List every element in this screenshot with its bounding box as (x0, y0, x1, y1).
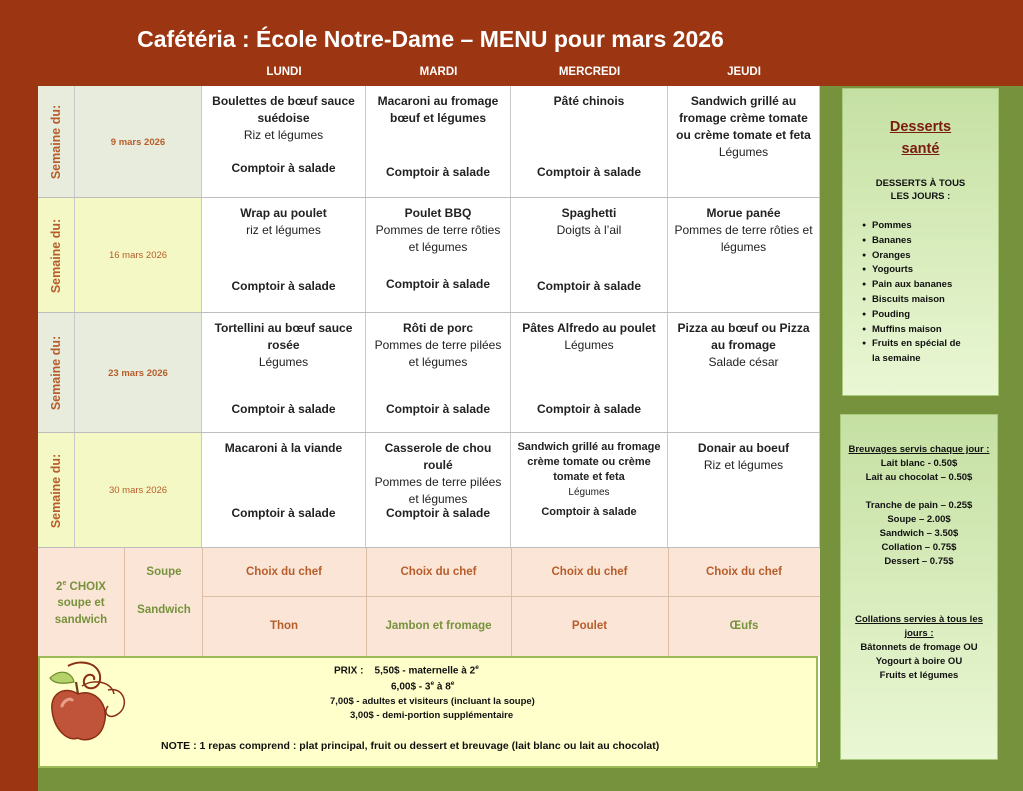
desserts-sub-2: LES JOURS : (890, 191, 951, 202)
drink-item: Lait au chocolat – 0.50$ (865, 472, 973, 483)
dish-side: Pommes de terre pilées et légumes (374, 338, 502, 369)
soup-choice: Choix du chef (551, 566, 628, 578)
snack-item: Bâtonnets de fromage OU (860, 642, 978, 653)
sandwich-choice: Œufs (729, 620, 759, 632)
week-date: 23 mars 2026 (75, 313, 202, 433)
dish-title: Poulet BBQ (404, 206, 472, 220)
soup-label: Soupe (146, 566, 182, 578)
salad-bar: Comptoir à salade (536, 402, 642, 416)
price-line-1: PRIX : 5,50$ - maternelle à 2e (334, 664, 479, 677)
menu-cell (511, 198, 668, 313)
sandwich-choice: Thon (269, 620, 299, 632)
dish-side: riz et légumes (246, 223, 321, 237)
snack-item: Yogourt à boire OU (875, 656, 963, 667)
week-date: 9 mars 2026 (75, 86, 202, 198)
dish-title: Spaghetti (561, 206, 617, 220)
menu-cell (366, 313, 511, 433)
desserts-panel (842, 88, 999, 396)
second-choice-label: 2e CHOIX soupe et sandwich (38, 548, 125, 656)
dish-side: Légumes (258, 355, 309, 369)
page-title: Cafétéria : École Notre-Dame – MENU pour mars 2026 (137, 26, 724, 52)
menu-cell (366, 86, 511, 198)
dessert-item: ● Biscuits maison (862, 293, 970, 308)
salad-bar: Comptoir à salade (231, 161, 336, 175)
dessert-item: ● Pain aux bananes (862, 278, 970, 293)
dish-title: Macaroni à la viande (224, 441, 343, 455)
snacks-title-2: jours : (904, 628, 934, 639)
dessert-item: ● Bananes (862, 234, 970, 249)
choice-column-divider (511, 548, 512, 656)
dish-side: Salade césar (708, 355, 779, 369)
dessert-item: ● Muffins maison (862, 323, 970, 338)
day-header-monday: LUNDI (266, 66, 302, 78)
drinks-panel (840, 414, 998, 760)
choice-column-divider (366, 548, 367, 656)
snacks-title-1: Collations servies à tous les (855, 614, 983, 625)
menu-cell (668, 198, 820, 313)
sandwich-choice: Poulet (571, 620, 608, 632)
desserts-list (862, 219, 970, 367)
menu-cell (202, 433, 366, 548)
dish-title: Donair au boeuf (697, 441, 790, 455)
dish-title: Boulettes de bœuf sauce suédoise (212, 94, 355, 125)
salad-bar: Comptoir à salade (536, 279, 642, 293)
menu-cell (202, 86, 366, 198)
dish-title: Pâté chinois (553, 94, 625, 108)
dish-title: Rôti de porc (402, 321, 473, 335)
salad-bar: Comptoir à salade (536, 165, 642, 179)
dessert-item: ● Oranges (862, 249, 970, 264)
dish-side: Légumes (564, 338, 614, 352)
dish-side: Pommes de terre rôties et légumes (674, 223, 813, 254)
dish-side: Pommes de terre rôties et légumes (375, 223, 501, 254)
salad-bar: Comptoir à salade (231, 279, 336, 293)
dessert-item: ● Yogourts (862, 263, 970, 278)
dessert-item: ● Pommes (862, 219, 970, 234)
dessert-item: ● Pouding (862, 308, 970, 323)
dish-side: Légumes (718, 145, 769, 159)
menu-cell (366, 433, 511, 548)
menu-cell (511, 313, 668, 433)
snack-item: Fruits et légumes (879, 670, 959, 681)
dish-title: Sandwich grillé au fromage crème tomate ou crème tomate et feta (676, 94, 811, 142)
extra-item: Sandwich – 3.50$ (879, 528, 959, 539)
price-line-2: 6,00$ - 3e à 8e (391, 680, 455, 693)
dish-title: Casserole de chou roulé (384, 441, 492, 472)
salad-bar: Comptoir à salade (231, 402, 336, 416)
desserts-title-2: santé (901, 141, 940, 157)
week-label-text: Semaine du: (49, 335, 64, 411)
right-band (820, 0, 1023, 86)
salad-bar: Comptoir à salade (541, 506, 637, 518)
dish-title: Pizza au bœuf ou Pizza au fromage (677, 321, 810, 352)
choice-column-divider (202, 548, 203, 656)
drinks-title: Breuvages servis chaque jour : (848, 444, 990, 455)
dessert-item: ● Fruits en spécial de la semaine (862, 337, 970, 367)
week-label (38, 313, 75, 433)
dish-side: Riz et légumes (243, 128, 324, 142)
menu-cell (366, 198, 511, 313)
extra-item: Tranche de pain – 0.25$ (865, 500, 973, 511)
dish-title: Pâtes Alfredo au poulet (522, 321, 656, 335)
week-date: 16 mars 2026 (75, 198, 202, 313)
menu-cell (202, 198, 366, 313)
price-note: NOTE : 1 repas comprend : plat principal, fruit ou dessert et breuvage (lait blanc ou lait au chocolat) (161, 740, 660, 752)
dish-side: Riz et légumes (703, 458, 784, 472)
desserts-title-1: Desserts (889, 119, 952, 135)
salad-bar: Comptoir à salade (385, 277, 491, 291)
price-line-3: 7,00$ - adultes et visiteurs (incluant la soupe) (330, 696, 535, 707)
salad-bar: Comptoir à salade (231, 506, 336, 520)
dish-side: Pommes de terre pilées et légumes (374, 475, 502, 506)
extra-item: Collation – 0.75$ (881, 542, 957, 553)
day-header-thursday: JEUDI (727, 66, 761, 78)
menu-cell (511, 433, 668, 548)
week-label-text: Semaine du: (49, 218, 64, 293)
extra-item: Soupe – 2.00$ (887, 514, 951, 525)
day-header-tuesday: MARDI (419, 66, 458, 78)
week-label-text: Semaine du: (49, 104, 64, 180)
second-choice-area (38, 548, 820, 656)
dish-title: Tortellini au bœuf sauce rosée (214, 321, 353, 352)
price-line-4: 3,00$ - demi-portion supplémentaire (350, 710, 514, 721)
choice-column-divider (668, 548, 669, 656)
left-band (0, 0, 38, 791)
menu-cell (668, 433, 820, 548)
dish-title: Sandwich grillé au fromage crème tomate ou crème tomate et feta (517, 441, 661, 483)
soup-choice: Choix du chef (705, 566, 783, 578)
sandwich-choice: Jambon et fromage (385, 620, 492, 632)
day-header-wednesday: MERCREDI (558, 66, 621, 78)
sandwich-label: Sandwich (137, 604, 191, 616)
dish-title: Macaroni au fromage bœuf et légumes (377, 94, 499, 125)
menu-cell (202, 313, 366, 433)
apple-icon (42, 660, 134, 751)
desserts-sub-1: DESSERTS À TOUS (875, 178, 966, 189)
dish-side: Doigts à l’ail (556, 223, 622, 237)
week-label (38, 86, 75, 198)
week-label (38, 198, 75, 313)
menu-cell (668, 313, 820, 433)
salad-bar: Comptoir à salade (385, 165, 491, 179)
salad-bar: Comptoir à salade (385, 402, 491, 416)
week-date: 30 mars 2026 (75, 433, 202, 548)
drink-item: Lait blanc - 0.50$ (880, 458, 958, 469)
dish-title: Wrap au poulet (240, 206, 327, 220)
extra-item: Dessert – 0.75$ (884, 556, 954, 567)
menu-cell (511, 86, 668, 198)
menu-cell (668, 86, 820, 198)
soup-choice: Choix du chef (400, 566, 477, 578)
dish-title: Morue panée (706, 206, 781, 220)
week-label-text: Semaine du: (49, 453, 64, 528)
dish-side: Légumes (568, 487, 610, 498)
salad-bar: Comptoir à salade (385, 506, 491, 520)
week-label (38, 433, 75, 548)
price-box (38, 656, 818, 768)
soup-choice: Choix du chef (245, 566, 323, 578)
